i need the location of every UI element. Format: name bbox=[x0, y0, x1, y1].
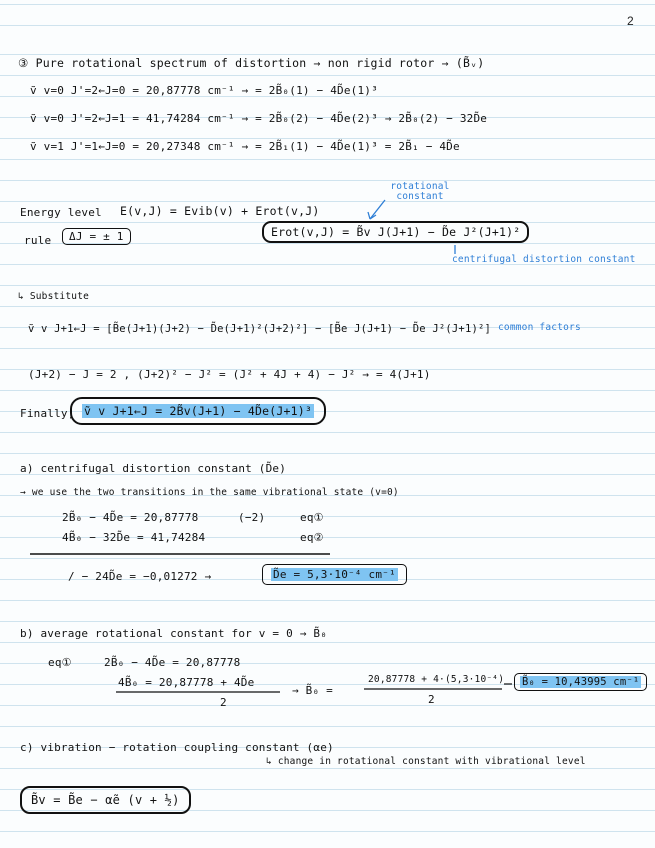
part-b-heading: b) average rotational constant for v = 0 → B̃₀ bbox=[20, 627, 328, 640]
rotational-constant-note: rotational constant bbox=[390, 181, 450, 202]
b0-fraction-denominator: 2 bbox=[428, 693, 435, 706]
rule-label: rule bbox=[24, 234, 52, 247]
transition-line-1: ṽ v=0 J'=2←J=0 = 20,87778 cm⁻¹ → = 2B̃₀(1) − 4D̃e(1)³ bbox=[30, 84, 378, 97]
section3-heading: ③ Pure rotational spectrum of distortion → non rigid rotor → (B̃ᵥ) bbox=[18, 56, 485, 70]
de-result: D̃e = 5,3·10⁻⁴ cm⁻¹ bbox=[273, 568, 396, 581]
b0-label: → B̃₀ = bbox=[292, 684, 333, 697]
energy-label: Energy level bbox=[20, 206, 102, 219]
common-factors-note: common factors bbox=[498, 322, 581, 333]
b0-fraction-numerator: 20,87778 + 4·(5,3·10⁻⁴) bbox=[368, 674, 505, 685]
part-b-line-2-numerator: 4B̃₀ = 20,87778 + 4D̃e bbox=[118, 676, 255, 689]
part-a-eq1: 2B̃₀ − 4D̃e = 20,87778 bbox=[62, 511, 199, 524]
transition-line-2: ṽ v=0 J'=2←J=1 = 41,74284 cm⁻¹ → = 2B̃₀(2) − 4D̃e(2)³ → 2B̃₀(2) − 32D̃e bbox=[30, 112, 488, 125]
page-number: 2 bbox=[627, 14, 634, 28]
final-result-text: ṽ v J+1←J = 2B̃v(J+1) − 4D̃e(J+1)³ bbox=[84, 404, 312, 418]
part-a-eq2-tag: eq② bbox=[300, 531, 324, 544]
substitute-line-2: (J+2) − J = 2 , (J+2)² − J² = (J² + 4J + 4) − J² → = 4(J+1) bbox=[28, 368, 431, 381]
selection-rule-box: ΔJ = ± 1 bbox=[62, 228, 131, 245]
part-c-formula: B̃v = B̃e − α̃e (v + ½) bbox=[31, 793, 180, 807]
energy-equation: E(v,J) = Evib(v) + Erot(v,J) bbox=[120, 204, 320, 218]
rotational-note-arrow bbox=[370, 200, 385, 219]
part-c-note: ↳ change in rotational constant with vibrational level bbox=[266, 756, 586, 767]
part-b-line-2-denominator: 2 bbox=[220, 696, 227, 709]
part-a-eq2: 4B̃₀ − 32D̃e = 41,74284 bbox=[62, 531, 206, 544]
part-a-subline: → we use the two transitions in the same vibrational state (v=0) bbox=[20, 487, 399, 498]
part-a-eq1-multiplier: (−2) bbox=[238, 511, 266, 524]
part-b-eq-tag: eq① bbox=[48, 656, 72, 669]
part-b-line-1: 2B̃₀ − 4D̃e = 20,87778 bbox=[104, 656, 241, 669]
part-a-eq1-tag: eq① bbox=[300, 511, 324, 524]
part-c-heading: c) vibration − rotation coupling constant (αe) bbox=[20, 741, 334, 754]
b0-result: B̃₀ = 10,43995 cm⁻¹ bbox=[522, 676, 640, 688]
substitute-line-1: ṽ v J+1←J = [B̃e(J+1)(J+2) − D̃e(J+1)²(J+2)²] − [B̃e J(J+1) − D̃e J²(J+1)²] bbox=[28, 323, 492, 335]
part-a-heading: a) centrifugal distortion constant (D̃e) bbox=[20, 462, 287, 475]
finally-label: Finally, bbox=[20, 407, 75, 420]
substitute-label: ↳ Substitute bbox=[18, 291, 90, 302]
erot-box: Erot(v,J) = B̃v J(J+1) − D̃e J²(J+1)² bbox=[262, 221, 529, 243]
part-a-result-line: / − 24D̃e = −0,01272 → bbox=[68, 570, 212, 583]
transition-line-3: ṽ v=1 J'=1←J=0 = 20,27348 cm⁻¹ → = 2B̃₁(1) − 4D̃e(1)³ = 2B̃₁ − 4D̃e bbox=[30, 140, 460, 153]
distortion-constant-note: centrifugal distortion constant bbox=[452, 254, 636, 265]
